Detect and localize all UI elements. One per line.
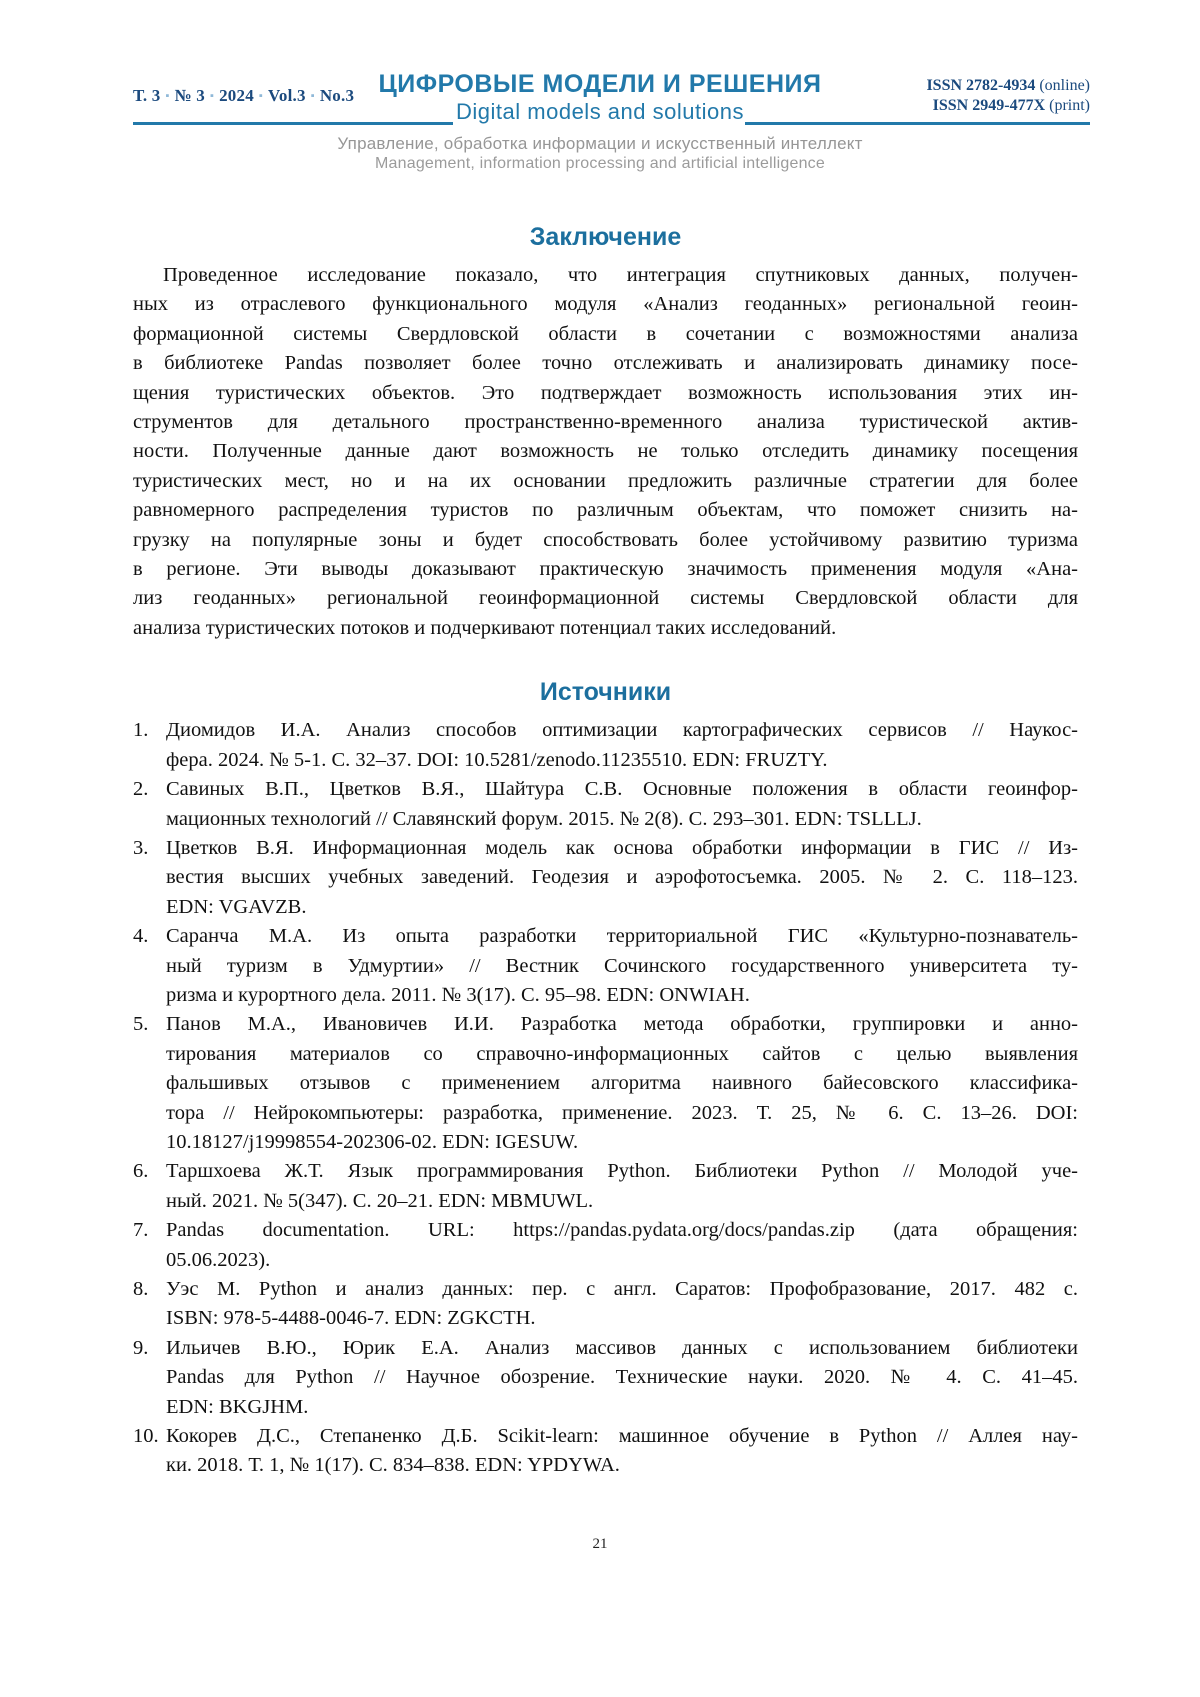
text-line: струментов для детального пространственно-временного анализа туристической актив- bbox=[133, 411, 1078, 434]
reference-number: 5. bbox=[133, 1013, 149, 1036]
text-line: ный туризм в Удмуртии» // Вестник Сочинского государственного университета ту- bbox=[166, 954, 1078, 977]
reference-item bbox=[133, 922, 1078, 1010]
separator-dot-icon: ▪ bbox=[165, 90, 170, 102]
text-line: 10.18127/j19998554-202306-02. EDN: IGESUW. bbox=[166, 1130, 579, 1153]
text-line: формационной системы Свердловской области в сочетании с возможностями анализа bbox=[133, 322, 1078, 345]
text-line: ности. Полученные данные дают возможность не только отследить динамику посещения bbox=[133, 440, 1078, 463]
separator-dot-icon: ▪ bbox=[310, 90, 315, 102]
reference-number: 9. bbox=[133, 1336, 149, 1359]
reference-text bbox=[166, 775, 1078, 834]
text-line: тирования материалов со справочно-информационных сайтов с целью выявления bbox=[166, 1042, 1078, 1065]
text-line: тора // Нейрокомпьютеры: разработка, применение. 2023. Т. 25, № 6. С. 13–26. DOI: bbox=[166, 1101, 1078, 1124]
header-rule-right bbox=[745, 122, 1090, 125]
reference-item bbox=[133, 775, 1078, 834]
reference-item bbox=[133, 1010, 1078, 1157]
reference-text bbox=[166, 834, 1078, 922]
text-line: Савиных В.П., Цветков В.Я., Шайтура С.В. Основные положения в области геоинфор- bbox=[166, 778, 1078, 801]
references-heading: Источники bbox=[539, 678, 672, 707]
separator-dot-icon: ▪ bbox=[209, 90, 215, 102]
text-line: фера. 2024. № 5-1. С. 32–37. DOI: 10.5281/zenodo.11235510. EDN: FRUZTY. bbox=[166, 748, 828, 771]
text-line: лиз геоданных» региональной геоинформационной системы Свердловской области для bbox=[133, 587, 1078, 610]
text-line: грузку на популярные зоны и будет способствовать более устойчивому развитию туризма bbox=[133, 528, 1078, 551]
text-line: Pandas documentation. URL: https://pandas.pydata.org/docs/pandas.zip (дата обращения: bbox=[166, 1219, 1078, 1242]
references-list bbox=[133, 716, 1078, 1481]
text-line: в библиотеке Pandas позволяет более точно отслеживать и анализировать динамику посе- bbox=[133, 352, 1078, 375]
reference-item bbox=[133, 1422, 1078, 1481]
reference-text bbox=[166, 1010, 1078, 1157]
text-line: Уэс М. Python и анализ данных: пер. с англ. Саратов: Профобразование, 2017. 482 с. bbox=[166, 1278, 1078, 1300]
text-line: вестия высших учебных заведений. Геодезия и аэрофотосъемка. 2005. № 2. С. 118–123. bbox=[166, 866, 1078, 889]
issn-online bbox=[926, 76, 1090, 96]
text-line: EDN: BKGJHM. bbox=[166, 1395, 309, 1418]
volume-part: Vol.3 bbox=[268, 86, 306, 105]
text-line: Диомидов И.А. Анализ способов оптимизации картографических сервисов // Наукос- bbox=[166, 719, 1078, 742]
reference-number: 6. bbox=[133, 1160, 149, 1183]
text-line: Цветков В.Я. Информационная модель как основа обработки информации в ГИС // Из- bbox=[166, 836, 1078, 859]
reference-text bbox=[166, 1216, 1078, 1275]
reference-text bbox=[166, 1157, 1078, 1216]
text-line: фальшивых отзывов с применением алгоритма наивного байесовского классифика- bbox=[166, 1072, 1078, 1095]
text-line: Ильичев В.Ю., Юрик Е.А. Анализ массивов данных с использованием библиотеки bbox=[166, 1336, 1078, 1359]
text-line: Таршхоева Ж.Т. Язык программирования Python. Библиотеки Python // Молодой уче- bbox=[166, 1160, 1078, 1183]
issn-print-number: ISSN 2949-477X bbox=[932, 97, 1046, 114]
volume-part: No.3 bbox=[319, 86, 355, 105]
text-line: Кокорев Д.С., Степаненко Д.Б. Scikit-learn: машинное обучение в Python // Аллея нау- bbox=[166, 1425, 1078, 1448]
page-number: 21 bbox=[592, 1536, 608, 1552]
volume-part: № 3 bbox=[174, 86, 205, 105]
text-line: EDN: VGAVZB. bbox=[166, 895, 307, 918]
section-subtitle-ru: Управление, обработка информации и искусственный интеллект bbox=[337, 134, 863, 153]
reference-item bbox=[133, 1334, 1078, 1422]
article-body bbox=[133, 222, 1078, 1481]
reference-item bbox=[133, 716, 1078, 775]
text-line: Проведенное исследование показало, что интеграция спутниковых данных, получен- bbox=[163, 264, 1078, 286]
journal-title-ru: ЦИФРОВЫЕ МОДЕЛИ И РЕШЕНИЯ bbox=[378, 70, 822, 98]
issn-online-number: ISSN 2782-4934 bbox=[926, 77, 1036, 94]
reference-number: 10. bbox=[133, 1425, 159, 1448]
text-line: анализа туристических потоков и подчеркивают потенциал таких исследований. bbox=[133, 616, 837, 639]
text-line: в регионе. Эти выводы доказывают практическую значимость применения модуля «Ана- bbox=[133, 558, 1078, 581]
issn-print bbox=[926, 96, 1090, 116]
reference-item bbox=[133, 1157, 1078, 1216]
reference-number: 3. bbox=[133, 836, 149, 859]
conclusion-heading: Заключение bbox=[529, 223, 682, 251]
reference-number: 2. bbox=[133, 778, 149, 801]
text-line: ный. 2021. № 5(347). С. 20–21. EDN: MBMUWL. bbox=[166, 1189, 594, 1212]
text-line: 05.06.2023). bbox=[166, 1248, 271, 1271]
journal-title-en: Digital models and solutions bbox=[456, 99, 744, 124]
text-line: ных из отраслевого функционального модуля «Анализ геоданных» региональной геоин- bbox=[133, 293, 1078, 316]
text-line: туристических мест, но и на их основании предложить различные стратегии для более bbox=[133, 469, 1078, 492]
text-line: мационных технологий // Славянский форум. 2015. № 2(8). С. 293–301. EDN: TSLLLJ. bbox=[166, 807, 922, 830]
reference-text bbox=[166, 716, 1078, 775]
text-line: щения туристических объектов. Это подтверждает возможность использования этих ин- bbox=[133, 381, 1078, 404]
text-line: равномерного распределения туристов по различным объектам, что поможет снизить на- bbox=[133, 499, 1078, 522]
text-line: ки. 2018. Т. 1, № 1(17). С. 834–838. EDN: YPDYWA. bbox=[166, 1454, 620, 1477]
reference-text bbox=[166, 1275, 1078, 1334]
volume-part: Т. 3 bbox=[133, 86, 161, 105]
reference-item bbox=[133, 1216, 1078, 1275]
conclusion-paragraph bbox=[133, 261, 1078, 643]
page-header bbox=[0, 0, 1200, 190]
text-line: Pandas для Python // Научное обозрение. Технические науки. 2020. № 4. С. 41–45. bbox=[166, 1366, 1078, 1389]
issn-online-suffix: (online) bbox=[1039, 77, 1090, 94]
reference-number: 7. bbox=[133, 1219, 149, 1242]
text-line: Панов М.А., Ивановичев И.И. Разработка метода обработки, группировки и анно- bbox=[166, 1013, 1078, 1036]
header-rule-left bbox=[133, 122, 453, 125]
text-line: Саранча М.А. Из опыта разработки территориальной ГИС «Культурно-познаватель- bbox=[166, 925, 1078, 948]
text-line: ризма и курортного дела. 2011. № 3(17). С. 95–98. EDN: ONWIAH. bbox=[166, 983, 750, 1006]
volume-part: 2024 bbox=[219, 86, 254, 105]
reference-item bbox=[133, 1275, 1078, 1334]
reference-text bbox=[166, 1334, 1078, 1422]
separator-dot-icon: ▪ bbox=[258, 90, 264, 102]
issn-print-suffix: (print) bbox=[1049, 97, 1090, 114]
reference-text bbox=[166, 1422, 1078, 1481]
issn-block bbox=[926, 76, 1090, 116]
text-line: ISBN: 978-5-4488-0046-7. EDN: ZGKCTH. bbox=[166, 1307, 536, 1330]
reference-item bbox=[133, 834, 1078, 922]
section-subtitle-en: Management, information processing and artificial intelligence bbox=[375, 155, 825, 172]
reference-number: 8. bbox=[133, 1278, 149, 1300]
reference-number: 4. bbox=[133, 925, 149, 948]
reference-text bbox=[166, 922, 1078, 1010]
reference-number: 1. bbox=[133, 719, 149, 742]
